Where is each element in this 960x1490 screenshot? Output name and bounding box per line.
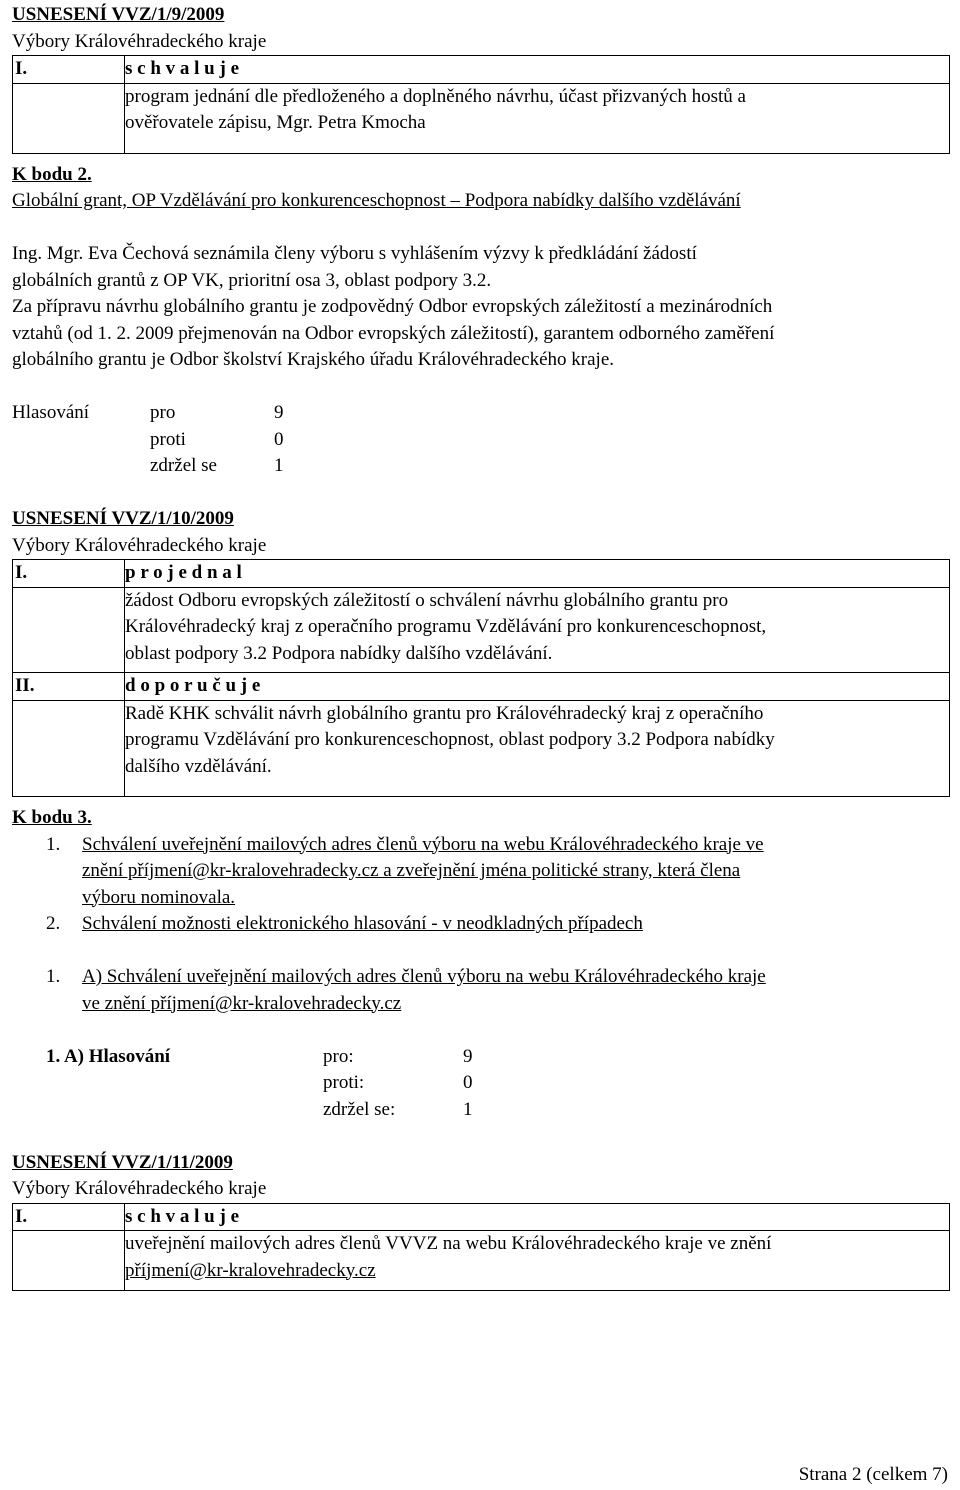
agenda-list <box>12 964 950 1017</box>
body-line: uveřejnění mailových adres členů VVVZ na webu Královéhradeckého kraje ve znění <box>125 1233 772 1254</box>
vote-zdrzel-label: zdržel se: <box>323 1098 396 1120</box>
section-spacer <box>13 84 125 153</box>
vote-pro-label: pro: <box>323 1045 354 1067</box>
vote-proti-count: 0 <box>463 1072 473 1093</box>
list-line: Schválení možnosti elektronického hlasování - v neodkladných případech <box>82 913 643 934</box>
resolution-title: USNESENÍ VVZ/1/9/2009 <box>12 4 225 25</box>
resolution-subtitle: Výbory Královéhradeckého kraje <box>12 534 267 556</box>
section-number: I. <box>13 560 125 588</box>
agenda-list <box>12 832 950 938</box>
agenda-heading: K bodu 3. <box>12 807 92 828</box>
resolution-box <box>12 55 950 154</box>
section-verb: d o p o r u č u j e <box>125 673 949 701</box>
para-line: globálního grantu je Odbor školství Krajského úřadu Královéhradeckého kraje. <box>12 349 615 370</box>
resolution-subtitle: Výbory Královéhradeckého kraje <box>12 30 267 52</box>
vote-pro-label: pro <box>150 402 176 423</box>
section-verb: s c h v a l u j e <box>125 56 949 84</box>
spacer <box>12 215 950 242</box>
vote-label: Hlasování <box>12 402 90 423</box>
list-line: výboru nominovala. <box>82 886 236 908</box>
body-line: Královéhradecký kraj z operačního programu Vzdělávání pro konkurenceschopnost, <box>125 616 767 637</box>
list-line: Schválení uveřejnění mailových adres členů výboru na webu Královéhradeckého kraje ve <box>82 833 764 855</box>
section-number: II. <box>13 673 125 701</box>
spacer <box>12 1123 950 1150</box>
vote-block <box>12 400 950 480</box>
section-spacer <box>13 588 125 674</box>
section-spacer <box>13 701 125 797</box>
list-line: ve znění příjmení@kr-kralovehradecky.cz <box>82 992 402 1014</box>
body-line: Radě KHK schválit návrh globálního grantu pro Královéhradecký kraj z operačního <box>125 702 764 724</box>
body-line: programu Vzdělávání pro konkurenceschopnost, oblast podpory 3.2 Podpora nabídky <box>125 729 775 750</box>
body-line: oblast podpory 3.2 Podpora nabídky dalšího vzdělávání. <box>125 642 553 664</box>
list-item <box>82 832 950 912</box>
vote-proti-count: 0 <box>274 428 284 450</box>
list-number: 1. <box>46 833 61 855</box>
list-number: 1. <box>46 966 61 987</box>
vote-zdrzel-label: zdržel se <box>150 455 217 476</box>
resolution-title: USNESENÍ VVZ/1/11/2009 <box>12 1151 233 1173</box>
body-line: příjmení@kr-kralovehradecky.cz <box>125 1259 376 1281</box>
agenda-heading: K bodu 2. <box>12 163 92 185</box>
paragraph <box>12 241 950 374</box>
list-line: znění příjmení@kr-kralovehradecky.cz a zveřejnění jména politické strany, která člena <box>82 860 741 881</box>
document-page <box>12 2 950 1291</box>
resolution-box <box>12 1203 950 1292</box>
para-line: globálních grantů z OP VK, prioritní osa 3, oblast podpory 3.2. <box>12 269 492 291</box>
vote-block <box>12 1044 950 1124</box>
agenda-topic: Globální grant, OP Vzdělávání pro konkurenceschopnost – Podpora nabídky dalšího vzdělávání <box>12 190 741 211</box>
para-line: Za přípravu návrhu globálního grantu je zodpovědný Odbor evropských záležitostí a mezinárodních <box>12 296 773 317</box>
body-line <box>125 588 949 615</box>
vote-zdrzel-count: 1 <box>463 1098 473 1120</box>
resolution-title: USNESENÍ VVZ/1/10/2009 <box>12 508 234 529</box>
vote-label: 1. A) Hlasování <box>46 1045 171 1067</box>
vote-proti-label: proti <box>150 428 186 450</box>
para-line: vztahů (od 1. 2. 2009 přejmenován na Odbor evropských záležitostí), garantem odborného zaměření <box>12 322 775 344</box>
spacer <box>12 1017 950 1044</box>
section-body <box>125 1231 949 1290</box>
spacer <box>12 374 950 401</box>
section-number: I. <box>13 56 125 84</box>
body-line: dalšího vzdělávání. <box>125 755 272 777</box>
resolution-box <box>12 559 950 797</box>
page-footer: Strana 2 (celkem 7) <box>798 1463 948 1485</box>
para-text: Ing. Mgr. Eva Čechová seznámila členy výboru s vyhlášením výzvy k předkládání žádostí <box>12 243 697 264</box>
section-number: I. <box>13 1204 125 1232</box>
vote-pro-count: 9 <box>274 402 284 423</box>
list-line: A) Schválení uveřejnění mailových adres členů výboru na webu Královéhradeckého kraje <box>82 966 766 987</box>
section-body <box>125 84 949 153</box>
spacer <box>12 480 950 507</box>
para-line <box>12 241 950 268</box>
section-body <box>125 588 949 674</box>
section-verb: s c h v a l u j e <box>125 1204 949 1232</box>
body-line: program jednání dle předloženého a doplněného návrhu, účast přizvaných hostů a <box>125 85 746 107</box>
section-spacer <box>13 1231 125 1290</box>
list-item <box>82 964 950 1017</box>
list-number: 2. <box>46 913 61 934</box>
resolution-subtitle: Výbory Královéhradeckého kraje <box>12 1178 267 1199</box>
vote-proti-label: proti: <box>323 1072 365 1093</box>
body-text: žádost Odboru evropských záležitostí o schválení návrhu globálního grantu pro <box>125 589 729 611</box>
spacer <box>12 938 950 965</box>
section-verb: p r o j e d n a l <box>125 560 949 588</box>
vote-pro-count: 9 <box>463 1045 473 1067</box>
section-body <box>125 701 949 797</box>
body-line: ověřovatele zápisu, Mgr. Petra Kmocha <box>125 112 426 133</box>
vote-zdrzel-count: 1 <box>274 455 284 476</box>
